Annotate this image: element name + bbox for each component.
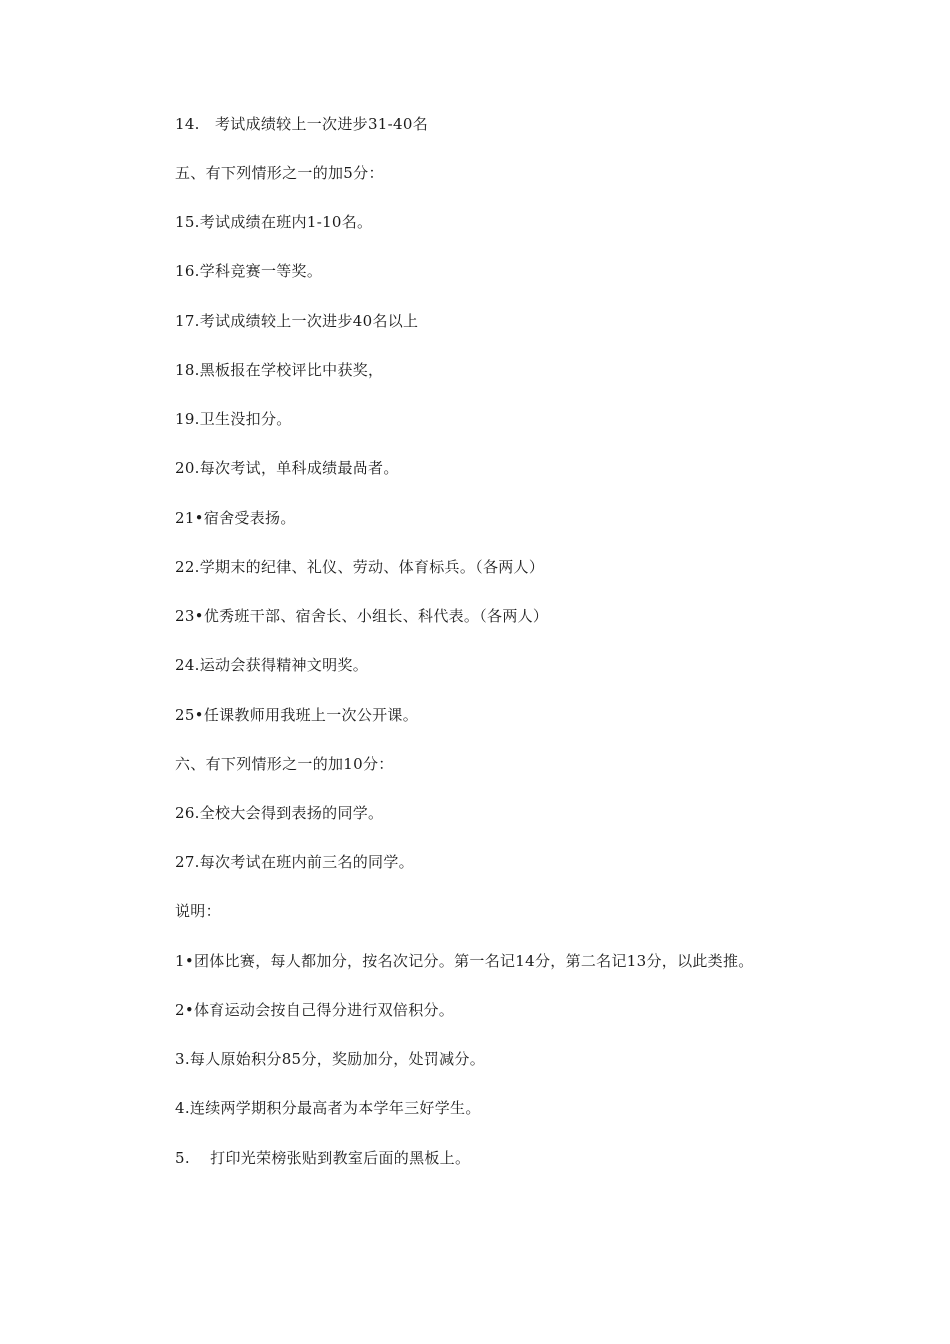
item-15: 15.考试成绩在班内1-10名。 bbox=[175, 213, 373, 231]
note-5: 5. 打印光荣榜张贴到教室后面的黑板上。 bbox=[175, 1149, 471, 1167]
item-18: 18.黑板报在学校评比中获奖， bbox=[175, 361, 384, 379]
item-20: 20.每次考试，单科成绩最咼者。 bbox=[175, 459, 399, 477]
section-six-heading: 六、有下列情形之一的加10分： bbox=[175, 755, 394, 773]
note-2: 2•体育运动会按自己得分进行双倍积分。 bbox=[175, 1001, 455, 1019]
item-14: 14. 考试成绩较上一次进步31-40名 bbox=[175, 115, 429, 133]
note-3: 3.每人原始积分85分，奖励加分，处罚减分。 bbox=[175, 1050, 486, 1068]
notes-heading: 说明： bbox=[175, 902, 221, 920]
item-16: 16.学科竞赛一等奖。 bbox=[175, 262, 323, 280]
item-25: 25•任课教师用我班上一次公开课。 bbox=[175, 706, 419, 724]
note-4: 4.连续两学期积分最高者为本学年三好学生。 bbox=[175, 1099, 481, 1117]
note-1: 1•团体比赛，每人都加分，按名次记分。第一名记14分，第二名记13分，以此类推。 bbox=[175, 952, 754, 970]
item-22: 22.学期末的纪律、礼仪、劳动、体育标兵。（各两人） bbox=[175, 558, 545, 576]
item-17: 17.考试成绩较上一次进步40名以上 bbox=[175, 312, 419, 330]
item-24: 24.运动会获得精神文明奖。 bbox=[175, 656, 369, 674]
item-19: 19.卫生没扣分。 bbox=[175, 410, 292, 428]
item-23: 23•优秀班干部、宿舍长、小组长、科代表。（各两人） bbox=[175, 607, 549, 625]
item-27: 27.每次考试在班内前三名的同学。 bbox=[175, 853, 414, 871]
section-five-heading: 五、有下列情形之一的加5分： bbox=[175, 164, 384, 182]
item-21: 21•宿舍受表扬。 bbox=[175, 509, 296, 527]
item-26: 26.全校大会得到表扬的同学。 bbox=[175, 804, 384, 822]
